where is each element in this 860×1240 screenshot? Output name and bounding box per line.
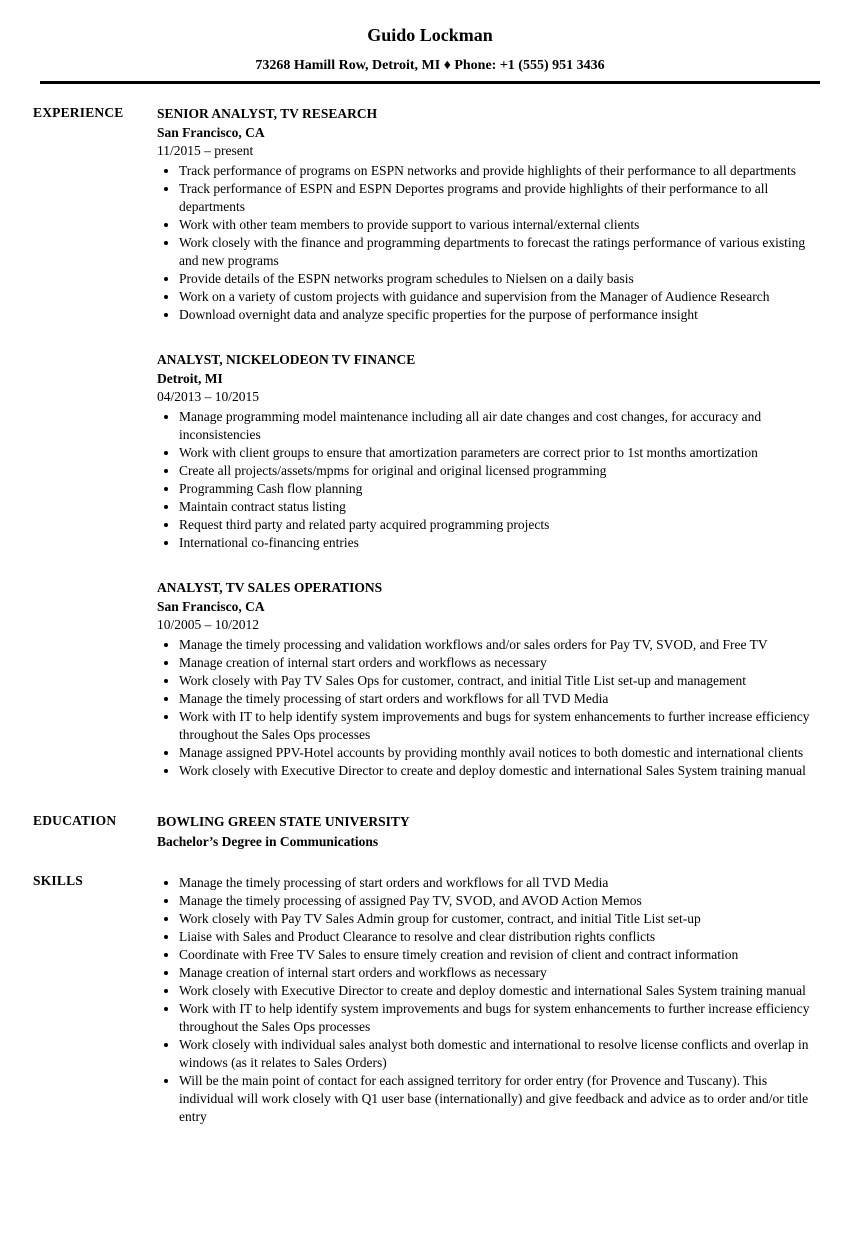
bullet-item: • Work with client groups to ensure that amortization parameters are correct prior to 1st months amortization [179,444,812,462]
bullet-list [157,162,812,324]
skills-list [157,874,812,1126]
bullet-item: • Will be the main point of contact for each assigned territory for order entry (for Provence and Tuscany). This individual will work closely with Q1 user base (internationally) and give feedback and advice as to order and/or title entry [179,1072,812,1126]
bullet-item: • Work closely with Executive Director to create and deploy domestic and international Sales System training manual [179,982,812,1000]
bullet-item: • Maintain contract status listing [179,498,812,516]
job-dates: 11/2015 – present [157,143,254,158]
bullet-item: • Manage creation of internal start orders and workflows as necessary [179,964,812,982]
education-body [157,812,812,852]
resume-header [0,0,860,84]
bullet-item: • Work with IT to help identify system improvements and bugs for system enhancements to further increase efficiency throughout the Sales Ops processes [179,1000,812,1036]
education-label: EDUCATION [33,813,117,828]
bullet-item: • Work closely with individual sales analyst both domestic and international to resolve license conflicts and overlap in windows (as it relates to Sales Orders) [179,1036,812,1072]
job-location: Detroit, MI [157,371,223,386]
bullet-item: • Work with other team members to provide support to various internal/external clients [179,216,812,234]
bullet-item: • International co-financing entries [179,534,812,552]
job-dates: 04/2013 – 10/2015 [157,389,260,404]
bullet-item: • Work with IT to help identify system improvements and bugs for system enhancements to further increase efficiency throughout the Sales Ops processes [179,708,812,744]
bullet-item: • Track performance of ESPN and ESPN Deportes programs and provide highlights of their performance to all departments [179,180,812,216]
contact-line: 73268 Hamill Row, Detroit, MI ♦ Phone: +1 (555) 951 3436 [255,58,605,73]
degree: Bachelor’s Degree in Communications [157,834,379,849]
bullet-list [157,636,812,780]
skills-label: SKILLS [33,873,83,888]
experience-body [157,104,812,812]
bullet-item: • Manage the timely processing of start orders and workflows for all TVD Media [179,874,812,892]
bullet-item: • Coordinate with Free TV Sales to ensure timely creation and revision of client and contract information [179,946,812,964]
bullet-item: • Work on a variety of custom projects with guidance and supervision from the Manager of Audience Research [179,288,812,306]
bullet-item: • Work closely with Pay TV Sales Ops for customer, contract, and initial Title List set-up and management [179,672,812,690]
job-dates: 10/2005 – 10/2012 [157,617,260,632]
bullet-item: • Track performance of programs on ESPN networks and provide highlights of their performance to all departments [179,162,812,180]
bullet-item: • Liaise with Sales and Product Clearance to resolve and clear distribution rights conflicts [179,928,812,946]
bullet-item: • Provide details of the ESPN networks program schedules to Nielsen on a daily basis [179,270,812,288]
bullet-item: • Manage the timely processing and validation workflows and/or sales orders for Pay TV, SVOD, and Free TV [179,636,812,654]
job-entry [157,578,812,780]
bullet-item: • Work closely with Executive Director to create and deploy domestic and international Sales System training manual [179,762,812,780]
bullet-item: • Work closely with Pay TV Sales Admin group for customer, contract, and initial Title List set-up [179,910,812,928]
bullet-item: • Create all projects/assets/mpms for original and original licensed programming [179,462,812,480]
bullet-item: • Manage the timely processing of assigned Pay TV, SVOD, and AVOD Action Memos [179,892,812,910]
bullet-item: • Manage programming model maintenance including all air date changes and cost changes, for accuracy and inconsistencies [179,408,812,444]
job-entry [157,350,812,552]
bullet-item: • Programming Cash flow planning [179,480,812,498]
job-title: ANALYST, TV SALES OPERATIONS [157,580,383,595]
resume-content [0,84,860,1126]
experience-label: EXPERIENCE [33,105,124,120]
bullet-item: • Manage the timely processing of start orders and workflows for all TVD Media [179,690,812,708]
bullet-item: • Manage creation of internal start orders and workflows as necessary [179,654,812,672]
job-location: San Francisco, CA [157,125,265,140]
section-education [33,812,812,852]
job-title: SENIOR ANALYST, TV RESEARCH [157,106,378,121]
section-skills [33,872,812,1126]
job-title: ANALYST, NICKELODEON TV FINANCE [157,352,416,367]
bullet-item: • Manage assigned PPV-Hotel accounts by providing monthly avail notices to both domestic and international clients [179,744,812,762]
bullet-list [157,408,812,552]
job-entry [157,104,812,324]
bullet-item: • Download overnight data and analyze specific properties for the purpose of performance insight [179,306,812,324]
bullet-item: • Work closely with the finance and programming departments to forecast the ratings performance of various existing and new programs [179,234,812,270]
bullet-item: • Request third party and related party acquired programming projects [179,516,812,534]
skills-body [157,872,812,1126]
job-location: San Francisco, CA [157,599,265,614]
school-name: BOWLING GREEN STATE UNIVERSITY [157,814,410,829]
section-experience [33,104,812,812]
candidate-name: Guido Lockman [367,25,493,45]
